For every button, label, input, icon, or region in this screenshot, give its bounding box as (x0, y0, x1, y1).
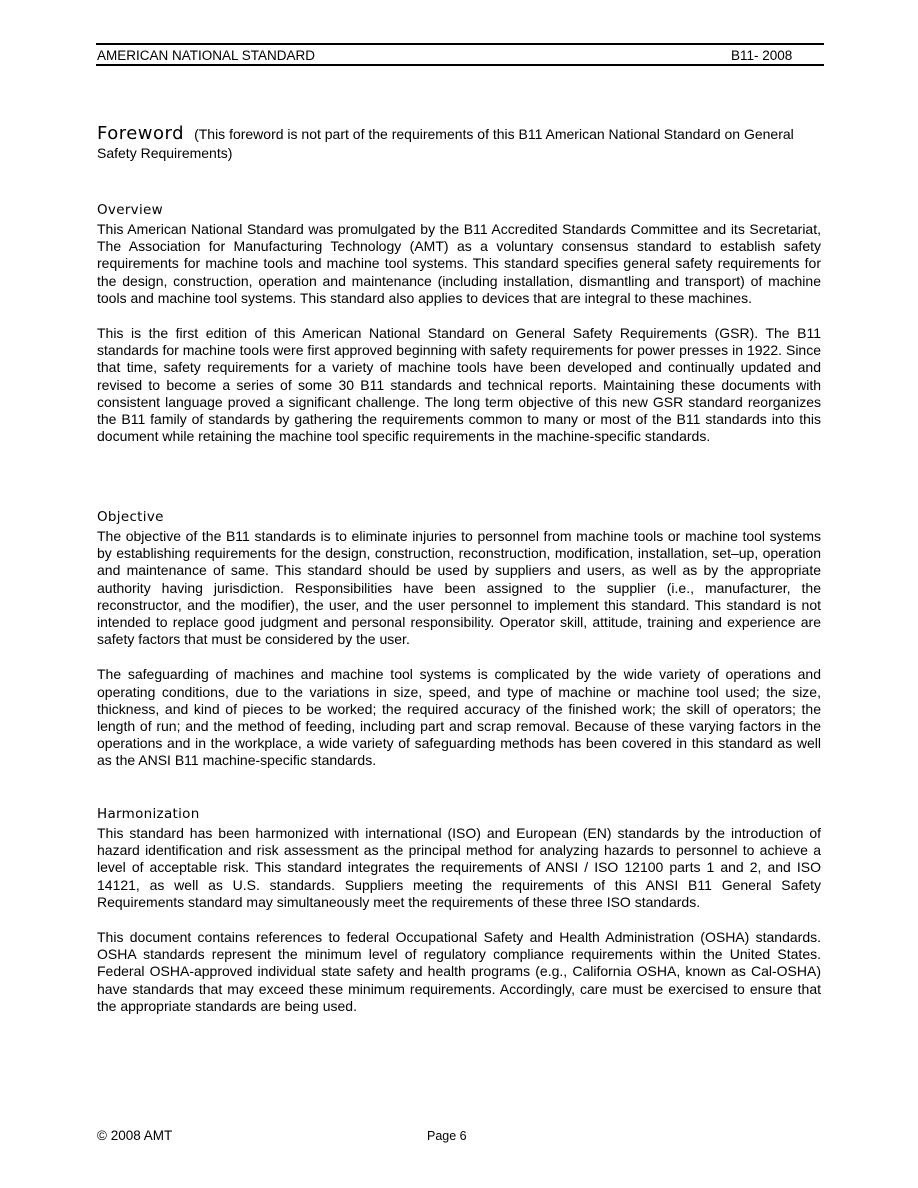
paragraph: This American National Standard was promulgated by the B11 Accredited Standards Committee and its Secretariat, The Association for Manufacturing Technology (AMT) as a voluntary consensus standard to establish safety requirements for machine tools and machine tool systems. This standard specifies general safety requirements for the design, construction, operation and maintenance (including installation, dismantling and transport) of machine tools and machine tool systems. This standard also applies to devices that are integral to these machines. (97, 221, 821, 306)
foreword-note: (This foreword is not part of the requirements of this B11 American National Standard on General Safety Requirements) (97, 126, 794, 161)
paragraph: The safeguarding of machines and machine tool systems is complicated by the wide variety of operations and operating conditions, due to the variations in size, speed, and type of machine or machine tool used; the size, thickness, and kind of pieces to be worked; the required accuracy of the finished work; the skill of operators; the length of run; and the method of feeding, including part and scrap removal. Because of these varying factors in the operations and in the workplace, a wide variety of safeguarding methods has been covered in this standard as well as the ANSI B11 machine-specific standards. (97, 666, 821, 769)
section-heading: Objective (97, 509, 164, 525)
section-objective (97, 508, 821, 770)
section-harmonization (97, 805, 821, 1015)
section-heading: Overview (97, 202, 163, 218)
footer-page-number: Page 6 (427, 1129, 467, 1143)
header-standard-number: B11- 2008 (731, 48, 793, 63)
section-heading: Harmonization (97, 806, 200, 822)
foreword-title: Foreword (97, 123, 185, 144)
foreword (97, 124, 821, 163)
page-content (97, 123, 821, 1014)
header-standard-label: AMERICAN NATIONAL STANDARD (97, 48, 316, 63)
paragraph: This is the first edition of this American National Standard on General Safety Requirements (GSR). The B11 standards for machine tools were first approved beginning with safety requirements for power presses in 1922. Since that time, safety requirements for a variety of machine tools have been developed and continually updated and revised to become a series of some 30 B11 standards and technical reports. Maintaining these documents with consistent language proved a significant challenge. The long term objective of this new GSR standard reorganizes the B11 family of standards by gathering the requirements common to many or most of the B11 standards into this document while retaining the machine tool specific requirements in the machine-specific standards. (97, 325, 821, 445)
section-overview (97, 201, 821, 445)
paragraph: This document contains references to federal Occupational Safety and Health Administration (OSHA) standards. OSHA standards represent the minimum level of regulatory compliance requirements within the United States. Federal OSHA-approved individual state safety and health programs (e.g., California OSHA, known as Cal-OSHA) have standards that may exceed these minimum requirements. Accordingly, care must be exercised to ensure that the appropriate standards are being used. (97, 929, 821, 1014)
page-header (96, 43, 824, 66)
footer-copyright: © 2008 AMT (97, 1128, 173, 1143)
paragraph: This standard has been harmonized with international (ISO) and European (EN) standards by the introduction of hazard identification and risk assessment as the principal method for analyzing hazards to personnel to achieve a level of acceptable risk. This standard integrates the requirements of ANSI / ISO 12100 parts 1 and 2, and ISO 14121, as well as U.S. standards. Suppliers meeting the requirements of this ANSI B11 General Safety Requirements standard may simultaneously meet the requirements of these three ISO standards. (97, 825, 821, 910)
paragraph: The objective of the B11 standards is to eliminate injuries to personnel from machine tools or machine tool systems by establishing requirements for the design, construction, reconstruction, modification, installation, set–up, operation and maintenance of same. This standard should be used by suppliers and users, as well as by the appropriate authority having jurisdiction. Responsibilities have been assigned to the supplier (i.e., manufacturer, the reconstructor, and the modifier), the user, and the user personnel to implement this standard. This standard is not intended to replace good judgment and personal responsibility. Operator skill, attitude, training and experience are safety factors that must be considered by the user. (97, 528, 821, 648)
